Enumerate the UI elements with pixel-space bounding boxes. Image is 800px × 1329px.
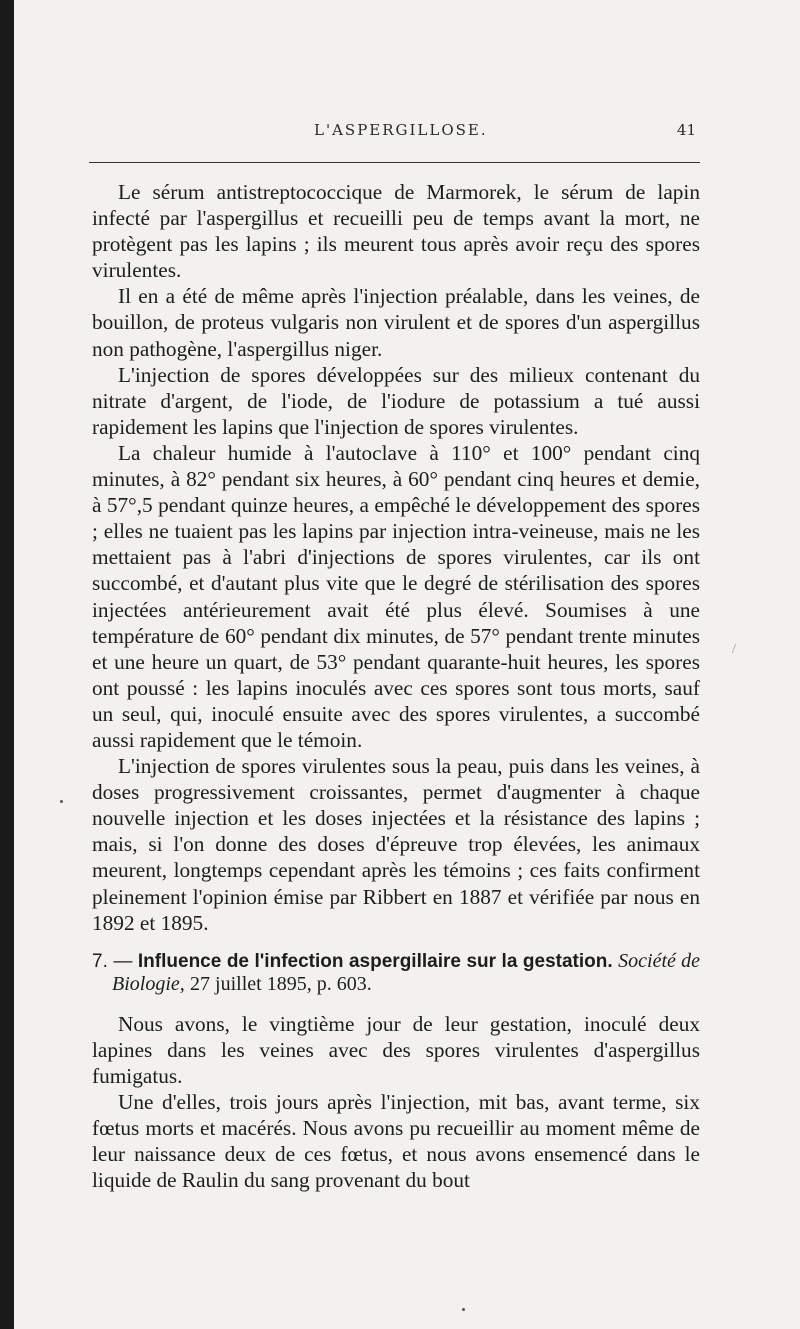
bibliography-entry [92, 950, 700, 996]
entry-title: Influence de l'infection aspergillaire sur la gestation. [137, 950, 613, 972]
margin-mark: / [732, 642, 736, 657]
header-rule [89, 162, 700, 163]
paragraph: La chaleur humide à l'autoclave à 110° et 100° pendant cinq minutes, à 82° pendant six heures, à 60° pendant cinq heures et demie, à 57°,5 pendant quinze heures, a empêché le développement des spores ; elles ne tuaient pas les lapins par injection intra-veineuse, mais ne les mettaient pas à l'abri d'injections de spores virulentes, car ils ont succombé, et d'autant plus vite que le degré de stérilisation des spores injectées antérieurement avait été plus élevé. Soumises à une température de 60° pendant dix minutes, de 57° pendant trente minutes et une heure un quart, de 53° pendant quarante-huit heures, les spores ont poussé : les lapins inoculés avec ces spores sont tous morts, sauf un seul, qui, inoculé ensuite avec des spores virulentes, a succombé aussi rapidement que le témoin. [92, 440, 700, 752]
running-head: L'ASPERGILLOSE. [314, 121, 488, 139]
entry-date: 27 juillet 1895, p. 603. [190, 972, 372, 995]
entry-number: 7. — [92, 950, 133, 972]
paragraph: Le sérum antistreptococcique de Marmorek, le sérum de lapin infecté par l'aspergillus et recueilli peu de temps avant la mort, ne protègent pas les lapins ; ils meurent tous après avoir reçu des spores virulentes. [92, 180, 700, 283]
paragraph: L'injection de spores virulentes sous la peau, puis dans les veines, à doses progressivement croissantes, permet d'augmenter à chaque nouvelle injection et les doses injectées et la résistance des lapins ; mais, si l'on donne des doses d'épreuve trop élevées, les animaux meurent, longtemps cependant après les témoins ; ces faits confirment pleinement l'opinion émise par Ribbert en 1887 et vérifiée par nous en 1892 et 1895. [92, 754, 700, 935]
speck [462, 1308, 465, 1311]
paragraph: Nous avons, le vingtième jour de leur gestation, inoculé deux lapines dans les veines avec des spores virulentes d'aspergillus fumigatus. [92, 1011, 700, 1088]
page-number: 41 [676, 121, 696, 139]
paragraph: Une d'elles, trois jours après l'injection, mit bas, avant terme, six fœtus morts et macérés. Nous avons pu recueillir au moment même de leur naissance deux de ces fœtus, et nous avons ensemencé dans le liquide de Raulin du sang provenant du bout [92, 1090, 700, 1193]
body-text [92, 179, 700, 1193]
paragraph: L'injection de spores développées sur des milieux contenant du nitrate d'argent, de l'iode, de l'iodure de potassium a tué aussi rapidement les lapins que l'injection de spores virulentes. [92, 362, 700, 439]
speck [60, 800, 63, 803]
entry-source: Société de Biologie, [112, 949, 701, 995]
book-page [14, 0, 800, 1329]
paragraph: Il en a été de même après l'injection préalable, dans les veines, de bouillon, de proteus vulgaris non virulent et de spores d'un aspergillus non pathogène, l'aspergillus niger. [92, 284, 700, 361]
